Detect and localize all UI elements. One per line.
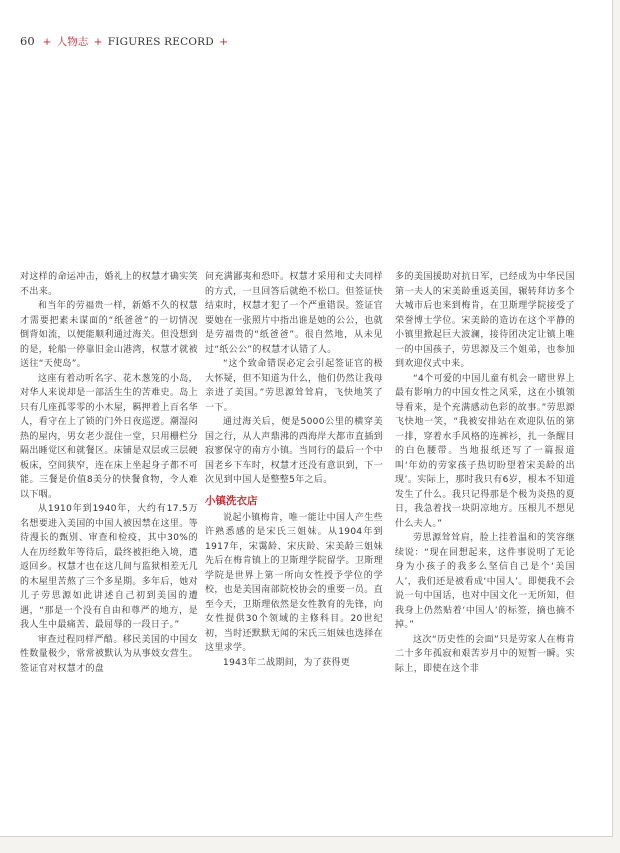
- body-paragraph: 1943年二战期间，为了获得更: [223, 657, 351, 668]
- body-paragraph: 这座有着动听名字、花木葱笼的小岛，对华人来说却是一部活生生的苦难史。岛上只有几座孤零零的小木屋，羁押着上百名华人，看守在上了锁的门外日夜巡逻。潮湿闷热的屋内，男女老少混住一堂，只用栅栏分隔出睡觉区和就餐区。床铺是双层或三层硬板床，空间狭窄，连在床上坐起身子都不可能。三餐是价值8美分的快餐食物，令人难以下咽。: [20, 373, 198, 500]
- body-paragraph: 这次“历史性的会面”只是劳家人在梅肯二十多年孤寂和艰苦岁月中的短暂一瞬。实际上，即使在这个非: [395, 634, 575, 674]
- section-title-cn: 人物志: [56, 36, 89, 48]
- section-heading: 小镇洗衣店: [205, 494, 258, 507]
- body-paragraph: 劳思源耸耸肩，脸上挂着温和的笑容继续说：“现在回想起来，这件事说明了无论身为小孩子的我多么坚信自己是个‘美国人’，我们还是被看成‘中国人’。即便我不会说一句中国话，也对中国文化一无所知，但我身上仍然贴着‘中国人’的标签，摘也摘不掉。”: [395, 533, 575, 630]
- text-column-1: [20, 270, 198, 676]
- body-paragraph: 对这样的命运冲击，婚礼上的权慧才确实笑不出来。: [20, 272, 198, 297]
- text-column-2: [205, 270, 383, 670]
- header-separator: +: [219, 36, 229, 48]
- body-paragraph: “4个可爱的中国儿童有机会一睹世界上最有影响力的中国女性之风采，这在小镇领导看来，是个充满感动色彩的故事。”劳思源飞快地一笑，“我被安排站在欢迎队伍的第一排，穿着水手风格的连裤衫，扎一条醒目的白色腰带。当地报纸还写了一篇报道叫‘年幼的劳家孩子热切盼望着宋美龄的出现’。实际上，那时我只有6岁，根本不知道发生了什么。我只记得那是个极为炎热的夏日，我急着找一块阴凉地方。压根儿不想见什么夫人。”: [395, 373, 575, 529]
- body-paragraph: 多的美国援助对抗日军，已经成为中华民国第一夫人的宋美龄重返美国，辗转拜访多个大城市后也来到梅肯，在卫斯理学院接受了荣誉博士学位。宋美龄的造访在这个平静的小镇里掀起巨大波澜，接待团决定让镇上唯一的中国孩子，劳思源及三个姐弟，也参加到欢迎仪式中来。: [395, 272, 575, 369]
- body-paragraph: 通过海关后，便是5000公里的横穿美国之行，从人声鼎沸的西海岸大都市直插到寂寥保守的南方小镇。当同行的最后一个中国老乡下车时，权慧才还没有意识到，下一次见到中国人是整整5年之后。: [205, 417, 383, 485]
- body-paragraph: 审查过程同样严酷。移民美国的中国女性数量极少，常常被默认为从事妓女营生。签证官对权慧才的盘: [20, 634, 198, 674]
- page-header: [20, 34, 230, 50]
- header-separator: +: [42, 36, 52, 48]
- body-paragraph: 和当年的劳福贵一样，新婚不久的权慧才需要把素未谋面的“纸爸爸”的一切情况倒背如流，以便能顺利通过海关。但没想到的是，轮船一停靠旧金山港湾，权慧才就被送往“天使岛”。: [20, 301, 198, 369]
- body-paragraph: “这个致命错误必定会引起签证官的极大怀疑，但不知道为什么，他们仍然让我母亲进了美国。”劳思源耸耸肩，飞快地笑了一下。: [205, 359, 383, 413]
- body-paragraph: 问充满鄙夷和恐吓。权慧才采用和丈夫同样的方式，一旦回答后就绝不松口。但签证快结束时，权慧才犯了一个严重错误。签证官要她在一张照片中指出谁是她的公公，也就是劳福贵的“纸爸爸”。很自然地，从未见过“纸公公”的权慧才认错了人。: [205, 272, 383, 355]
- section-title-en: FIGURES RECORD: [107, 36, 214, 48]
- page-number: 60: [20, 34, 35, 48]
- header-separator: +: [93, 36, 103, 48]
- text-column-3: [395, 270, 575, 676]
- body-paragraph: 从1910年到1940年，大约有17.5万名想要进入美国的中国人被因禁在这里。等待漫长的甄别、审查和检疫，其中30%的人在历经数年等待后，最终被拒绝入境，遣返回乡。权慧才也在这几间与监狱相差无几的木屋里苦熬了三个多星期。多年后，她对儿子劳思源如此讲述自己初到美国的遭遇，“那是一个没有自由和尊严的地方，是我人生中最痛苦、最屈辱的一段日子。”: [20, 504, 198, 630]
- body-paragraph: 说起小镇梅肯，唯一能让中国人产生些许熟悉感的是宋氏三姐妹。从1904年到1917年，宋霭龄、宋庆龄、宋美龄三姐妹先后在梅肯镇上的卫斯理学院留学。卫斯理学院是世界上第一所向女性授予学位的学校，也是美国南部院校协会的重要一员。直至今天，卫斯理依然是女性教育的先锋，向女性提供30个领域的主修科目。20世纪初，当时还默默无闻的宋氏三姐妹也选择在这里求学。: [205, 512, 383, 653]
